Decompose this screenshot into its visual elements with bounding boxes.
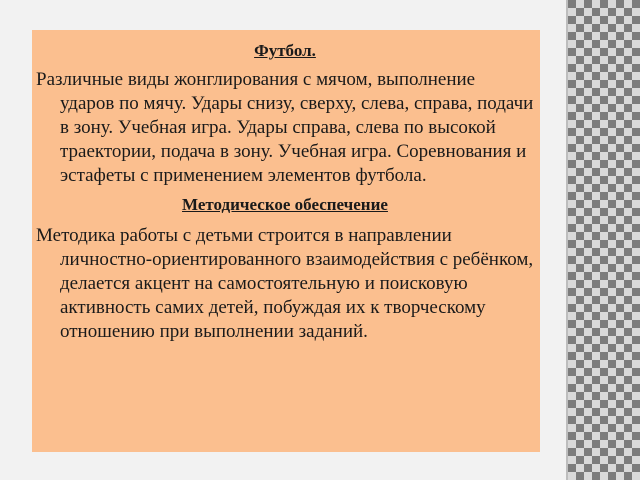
content-box (32, 30, 540, 452)
decorative-pattern-strip (568, 0, 640, 480)
section-heading-football: Футбол. (254, 41, 316, 60)
section-heading-methodology: Методическое обеспечение (182, 195, 388, 214)
section-text-methodology: Методика работы с детьми строится в направлении личностно-ориентированного взаимодействия с ребёнком, делается акцент на самостоятельную и поисковую активность самих детей, побуждая их к творческому отношению при выполнении заданий. (36, 225, 534, 342)
section-text-football: Различные виды жонглирования с мячом, выполнение ударов по мячу. Удары снизу, сверху, слева, справа, подачи в зону. Учебная игра. Удары справа, слева по высокой траектории, подача в зону. Учебная игра. Соревнования и эстафеты с применением элементов футбола. (36, 69, 534, 186)
